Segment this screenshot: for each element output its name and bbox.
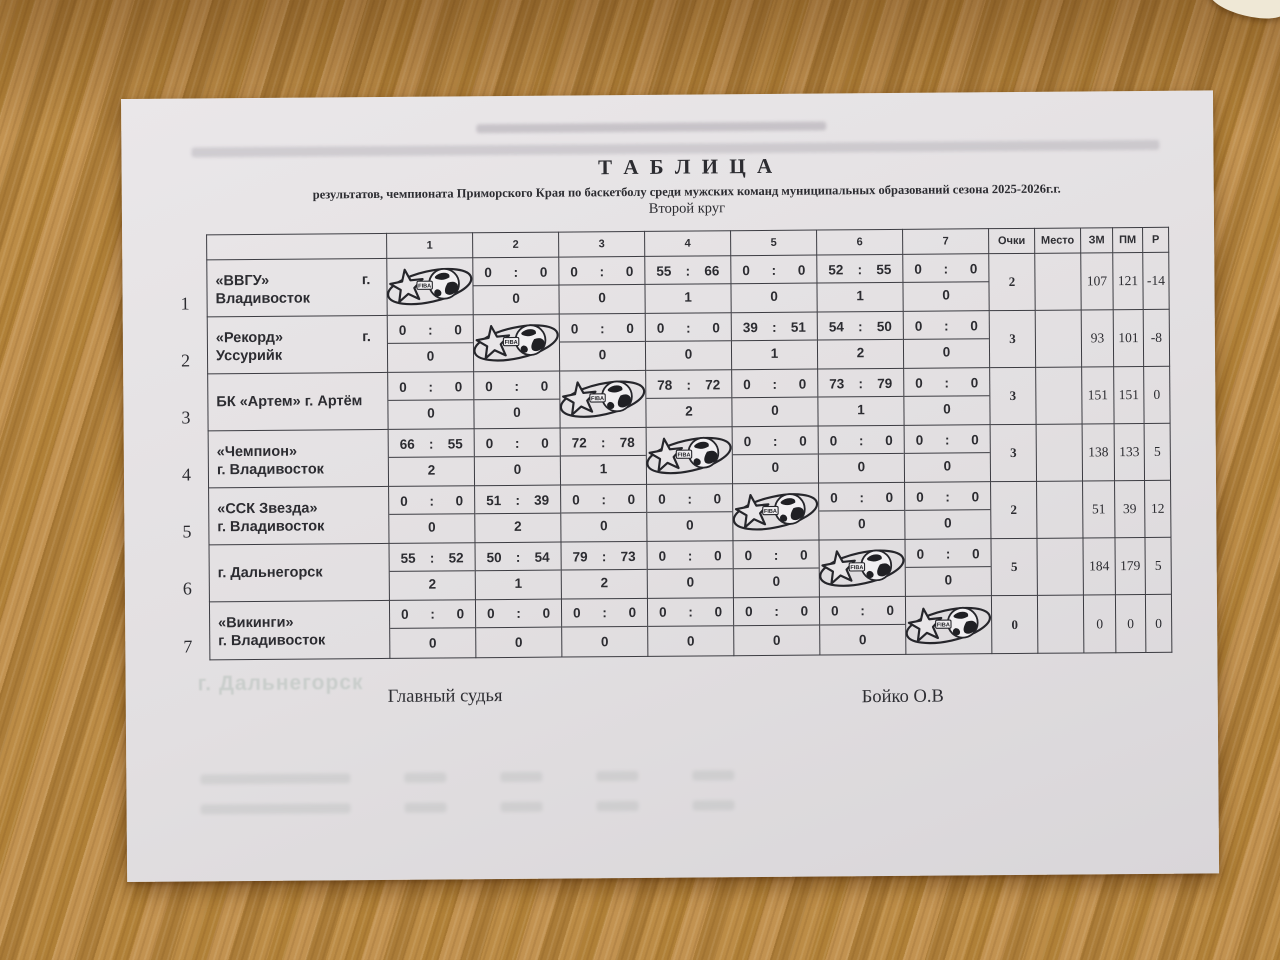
row-number: 3	[181, 407, 191, 428]
game-cell	[561, 598, 647, 657]
svg-text:FIBA: FIBA	[677, 452, 691, 459]
game-score: 0 : 0	[388, 318, 473, 344]
game-cell	[645, 313, 731, 371]
team-row	[209, 480, 1171, 545]
stat-points-cell: 3	[989, 310, 1035, 367]
game-score: 0 : 0	[647, 487, 732, 513]
stat-points-cell: 3	[990, 367, 1036, 424]
game-points: 2	[428, 576, 437, 592]
stat-scored-cell: 184	[1083, 538, 1115, 595]
game-points: 0	[427, 405, 435, 421]
game-cell	[389, 600, 475, 659]
game-score: 66 : 55	[389, 432, 474, 458]
svg-text:FIBA: FIBA	[591, 396, 605, 403]
stat-scored-cell: 0	[1083, 595, 1115, 653]
game-points: 1	[857, 402, 865, 418]
game-points: 0	[598, 347, 607, 363]
game-score: 0 : 0	[474, 374, 559, 400]
team-cell	[180, 315, 387, 373]
game-points: 0	[770, 289, 778, 305]
stat-place-cell	[1035, 310, 1081, 367]
page-title: Т А Б Л И Ц А	[597, 153, 776, 180]
stat-diff-cell: 0	[1145, 594, 1171, 652]
team-name: «Рекорд» г. Уссурийк	[215, 328, 371, 364]
game-score: 0 : 0	[819, 428, 904, 454]
game-cell	[387, 315, 473, 373]
game-cell	[559, 313, 645, 371]
game-score: 72 : 78	[561, 430, 646, 456]
game-points: 1	[514, 576, 523, 592]
game-points: 0	[942, 344, 951, 360]
game-points: 0	[686, 574, 695, 590]
row-number: 2	[180, 350, 191, 371]
stat-diff-cell: 5	[1144, 423, 1170, 480]
signature-label: Главный судья	[387, 686, 503, 707]
game-cell	[388, 372, 474, 430]
stat-points-cell: 2	[989, 253, 1035, 310]
stat-scored-cell: 107	[1081, 253, 1113, 310]
game-score: 0 : 0	[905, 485, 990, 511]
round-label: Второй круг	[648, 200, 726, 217]
self-game-cell	[733, 483, 819, 541]
game-cell	[473, 257, 559, 315]
game-score: 0 : 0	[904, 314, 989, 340]
game-points: 1	[770, 346, 779, 362]
game-cell	[475, 485, 561, 543]
game-points: 1	[856, 288, 864, 304]
game-score: 0 : 0	[561, 487, 646, 513]
stat-column-header: Р	[1143, 227, 1169, 252]
team-cell	[182, 543, 389, 601]
game-score: 0 : 0	[734, 598, 819, 626]
game-column-header: 1	[387, 233, 473, 259]
team-cell	[181, 372, 388, 430]
game-score: 55 : 66	[645, 259, 730, 285]
game-cell	[905, 539, 991, 597]
fiba-logo-icon	[471, 315, 562, 372]
stat-missed-cell: 179	[1115, 537, 1145, 594]
bleed-through-row	[201, 800, 735, 814]
game-score: 54 : 50	[818, 314, 903, 340]
game-cell	[561, 541, 647, 599]
game-points: 1	[599, 461, 608, 477]
fiba-logo-icon	[817, 540, 908, 597]
game-score: 79 : 73	[562, 544, 647, 570]
game-cell	[388, 429, 474, 487]
stat-column-header: Место	[1035, 228, 1081, 253]
game-cell	[818, 425, 904, 483]
fiba-logo-icon	[903, 597, 994, 654]
game-cell	[561, 484, 647, 542]
table-body	[180, 252, 1172, 660]
stat-points-cell: 5	[991, 538, 1037, 595]
game-points: 2	[856, 345, 865, 361]
stat-place-cell	[1037, 538, 1083, 595]
stat-place-cell	[1035, 253, 1081, 310]
game-score: 0 : 0	[476, 600, 561, 628]
stat-points-cell: 0	[991, 595, 1037, 653]
game-score: 78 : 72	[646, 373, 731, 399]
stat-missed-cell: 39	[1115, 480, 1145, 537]
game-column-header: 2	[473, 232, 559, 258]
team-row	[209, 537, 1171, 602]
game-column-header: 7	[903, 229, 989, 255]
game-points: 0	[600, 634, 609, 650]
game-score: 0 : 0	[904, 371, 989, 397]
fiba-logo-icon	[385, 258, 476, 315]
game-cell	[817, 311, 903, 369]
game-cell	[732, 369, 818, 427]
stat-place-cell	[1037, 481, 1083, 538]
game-cell	[475, 542, 561, 600]
team-name: «ВВГУ» г. Владивосток	[215, 271, 371, 307]
row-number: 7	[183, 636, 193, 657]
game-column-header: 5	[731, 230, 817, 256]
self-game-cell	[387, 258, 473, 316]
game-score: 0 : 0	[648, 544, 733, 570]
game-cell	[647, 484, 733, 542]
game-score: 73 : 79	[818, 371, 903, 397]
game-score: 0 : 0	[475, 431, 560, 457]
game-cell	[560, 427, 646, 485]
game-points: 0	[428, 635, 437, 651]
document-content	[180, 91, 1172, 721]
stat-column-header: ЗМ	[1081, 228, 1113, 253]
game-points: 0	[684, 346, 693, 362]
page-subtitle: результатов, чемпионата Приморского Края по баскетболу среди мужских команд муниципальных образований сезона 2025-2026г.г.	[312, 181, 1061, 202]
game-points: 0	[512, 291, 520, 307]
game-score: 0 : 0	[903, 257, 988, 283]
game-cell	[474, 428, 560, 486]
team-name: «Чемпион» г. Владивосток	[216, 443, 324, 478]
game-cell	[818, 368, 904, 426]
signature-name: Бойко О.В	[861, 686, 944, 708]
game-points: 0	[426, 348, 435, 364]
stat-diff-cell: -14	[1143, 252, 1169, 309]
team-row	[209, 594, 1171, 660]
game-points: 0	[686, 633, 695, 649]
game-cell	[903, 254, 989, 312]
background-object	[1206, 0, 1280, 25]
game-score: 0 : 0	[732, 372, 817, 398]
game-cell	[474, 371, 560, 429]
game-points: 2	[427, 462, 436, 478]
game-points: 2	[685, 403, 693, 419]
row-number: 5	[182, 521, 192, 542]
game-cell	[903, 311, 989, 369]
game-score: 0 : 0	[648, 599, 733, 627]
game-score: 0 : 0	[820, 597, 905, 625]
game-score: 0 : 0	[389, 489, 474, 515]
stat-points-cell: 2	[991, 481, 1037, 538]
game-points: 1	[684, 289, 692, 305]
game-score: 52 : 55	[817, 257, 902, 283]
game-score: 0 : 0	[733, 429, 818, 455]
stat-missed-cell: 151	[1114, 366, 1144, 423]
game-cell	[733, 597, 819, 656]
self-game-cell	[646, 427, 732, 485]
game-points: 0	[857, 459, 866, 475]
game-score: 0 : 0	[819, 485, 904, 511]
fiba-logo-icon	[730, 484, 821, 541]
paper-sheet	[121, 90, 1219, 882]
game-cell	[647, 541, 733, 599]
game-points: 0	[771, 460, 780, 476]
team-name: БК «Артем» г. Артём	[216, 393, 363, 411]
stat-diff-cell: -8	[1143, 309, 1169, 366]
self-game-cell	[905, 596, 991, 655]
stat-column-header: Очки	[989, 228, 1035, 253]
game-cell	[732, 426, 818, 484]
game-cell	[904, 368, 990, 426]
game-points: 0	[514, 634, 523, 650]
row-number: 1	[180, 293, 190, 314]
stat-diff-cell: 5	[1145, 537, 1171, 594]
stat-place-cell	[1037, 595, 1083, 653]
svg-text:FIBA: FIBA	[504, 339, 518, 346]
stat-scored-cell: 151	[1082, 367, 1114, 424]
game-cell	[645, 256, 731, 314]
game-score: 0 : 0	[905, 428, 990, 454]
team-name: г. Дальнегорск	[217, 564, 323, 582]
game-points: 2	[600, 575, 609, 591]
stat-place-cell	[1036, 424, 1082, 481]
game-points: 0	[513, 462, 522, 478]
game-score: 0 : 0	[388, 375, 473, 401]
bleed-through-text: г. Дальнегорск	[197, 671, 364, 696]
game-points: 0	[943, 401, 951, 417]
game-cell	[819, 596, 905, 655]
stat-missed-cell: 0	[1115, 594, 1145, 652]
stat-scored-cell: 138	[1082, 424, 1114, 481]
team-name: «Викинги» г. Владивосток	[218, 614, 326, 650]
stat-missed-cell: 101	[1113, 309, 1143, 366]
game-points: 0	[944, 572, 953, 588]
game-cell	[475, 599, 561, 658]
self-game-cell	[819, 539, 905, 597]
row-number: 6	[182, 578, 192, 599]
stat-missed-cell: 121	[1113, 252, 1143, 309]
team-cell	[180, 258, 387, 316]
game-points: 0	[942, 287, 950, 303]
game-cell	[559, 256, 645, 314]
game-points: 0	[771, 403, 779, 419]
game-score: 0 : 0	[473, 260, 558, 286]
stat-scored-cell: 51	[1083, 481, 1115, 538]
game-score: 39 : 51	[732, 315, 817, 341]
game-column-header: 4	[645, 231, 731, 257]
game-score: 0 : 0	[559, 259, 644, 285]
game-score: 0 : 0	[734, 543, 819, 569]
game-points: 0	[772, 574, 781, 590]
game-score: 51 : 39	[475, 488, 560, 514]
team-cell	[182, 486, 389, 544]
game-cell	[731, 255, 817, 313]
game-cell	[389, 543, 475, 601]
svg-text:FIBA: FIBA	[764, 508, 778, 515]
stat-missed-cell: 133	[1114, 423, 1144, 480]
svg-text:FIBA: FIBA	[850, 565, 864, 572]
fiba-logo-icon	[557, 371, 648, 428]
team-column-header	[207, 233, 387, 259]
game-cell	[731, 312, 817, 370]
game-cell	[819, 482, 905, 540]
game-cell	[733, 540, 819, 598]
game-points: 0	[858, 632, 867, 648]
row-number: 4	[181, 464, 192, 485]
svg-text:FIBA: FIBA	[937, 621, 951, 629]
game-column-header: 6	[817, 229, 903, 255]
game-cell	[389, 486, 475, 544]
self-game-cell	[473, 314, 559, 372]
game-cell	[646, 370, 732, 428]
stat-column-header: ПМ	[1113, 227, 1143, 252]
svg-text:FIBA: FIBA	[418, 283, 432, 290]
game-score: 55 : 52	[390, 546, 475, 572]
game-score: 0 : 0	[731, 258, 816, 284]
team-name: «ССК Звезда» г. Владивосток	[217, 499, 325, 535]
stat-diff-cell: 12	[1145, 480, 1171, 537]
team-row	[207, 252, 1169, 317]
game-cell	[647, 598, 733, 657]
game-points: 0	[513, 405, 521, 421]
team-cell	[181, 429, 388, 487]
bleed-through-row	[200, 770, 734, 784]
game-points: 0	[686, 517, 694, 533]
team-row	[208, 366, 1170, 431]
game-cell	[904, 425, 990, 483]
game-score: 0 : 0	[560, 316, 645, 342]
team-row	[208, 423, 1170, 488]
stat-diff-cell: 0	[1144, 366, 1170, 423]
self-game-cell	[560, 370, 646, 428]
stat-scored-cell: 93	[1081, 310, 1113, 367]
game-score: 0 : 0	[906, 542, 991, 568]
game-score: 0 : 0	[562, 599, 647, 627]
game-points: 0	[944, 515, 952, 531]
game-points: 0	[772, 632, 781, 648]
game-cell	[905, 482, 991, 540]
results-table	[180, 227, 1172, 661]
game-score: 0 : 0	[390, 601, 475, 629]
game-points: 0	[943, 458, 952, 474]
fiba-logo-icon	[644, 427, 735, 484]
game-cell	[817, 254, 903, 312]
game-score: 50 : 54	[476, 545, 561, 571]
game-points: 0	[858, 516, 866, 532]
game-points: 0	[600, 518, 608, 534]
game-score: 0 : 0	[646, 316, 731, 342]
stat-place-cell	[1036, 367, 1082, 424]
game-points: 0	[598, 290, 606, 306]
team-row	[207, 309, 1169, 374]
team-cell	[183, 600, 389, 659]
game-points: 0	[428, 519, 436, 535]
game-column-header: 3	[559, 231, 645, 257]
game-points: 2	[514, 519, 522, 535]
stat-points-cell: 3	[990, 424, 1036, 481]
